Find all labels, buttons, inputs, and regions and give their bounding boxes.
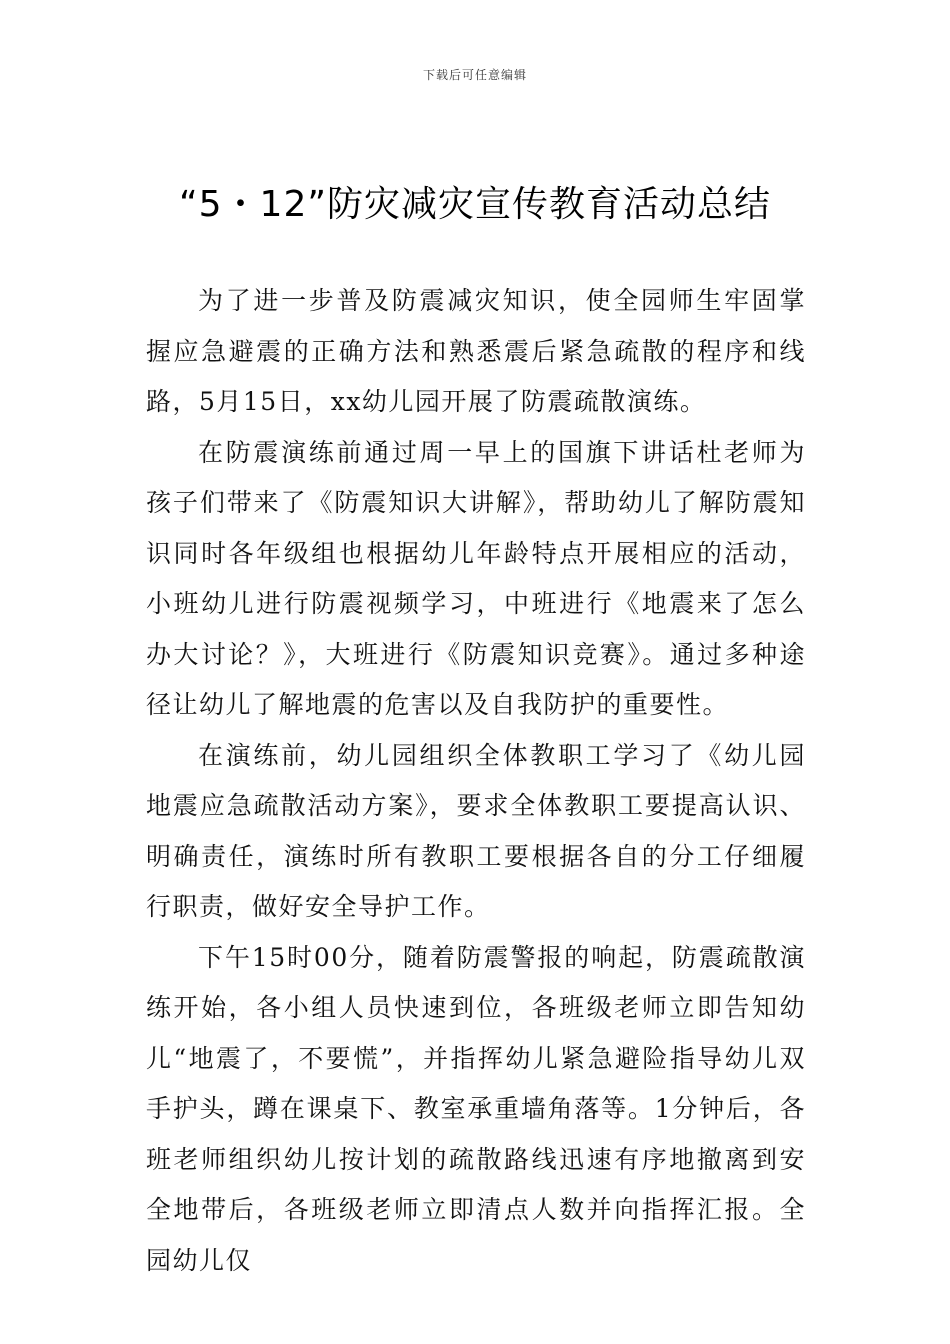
paragraph-2: 在防震演练前通过周一早上的国旗下讲话杜老师为孩子们带来了《防震知识大讲解》，帮助幼儿了解防震知识同时各年级组也根据幼儿年龄特点开展相应的活动，小班幼儿进行防震视频学习，中班进行《地震来了怎么办大讨论？》，大班进行《防震知识竞赛》。通过多种途径让幼儿了解地震的危害以及自我防护的重要性。: [146, 437, 806, 719]
paragraph-3: 在演练前，幼儿园组织全体教职工学习了《幼儿园地震应急疏散活动方案》，要求全体教职工要提高认识、明确责任，演练时所有教职工要根据各自的分工仔细履行职责，做好安全导护工作。: [146, 740, 806, 921]
document-title: “5・12”防灾减灾宣传教育活动总结: [178, 184, 771, 225]
document-body: [146, 276, 806, 1286]
paragraph-4: 下午15时00分，随着防震警报的响起，防震疏散演练开始，各小组人员快速到位，各班级老师立即告知幼儿“地震了，不要慌”，并指挥幼儿紧急避险指导幼儿双手护头，蹲在课桌下、教室承重墙角落等。1分钟后，各班老师组织幼儿按计划的疏散路线迅速有序地撤离到安全地带后，各班级老师立即清点人数并向指挥汇报。全园幼儿仅: [146, 942, 806, 1275]
paragraph-1: 为了进一步普及防震减灾知识，使全园师生牢固掌握应急避震的正确方法和熟悉震后紧急疏散的程序和线路，5月15日，xx幼儿园开展了防震疏散演练。: [146, 286, 806, 416]
header-note: 下载后可任意编辑: [422, 68, 527, 82]
